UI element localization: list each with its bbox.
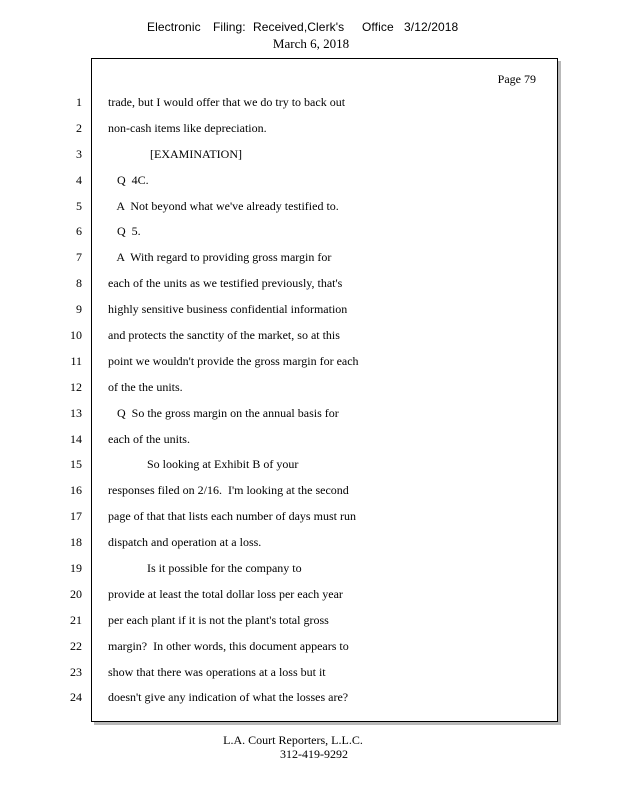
line-number: 1 bbox=[76, 95, 82, 109]
line-text: Q 5. bbox=[108, 224, 141, 239]
line-text: each of the units. bbox=[108, 431, 190, 446]
transcript-line bbox=[0, 507, 618, 533]
page-number: Page 79 bbox=[497, 72, 536, 86]
filing-stamp-filing: Filing: bbox=[213, 20, 246, 34]
transcript-line bbox=[0, 326, 618, 352]
line-text: and protects the sanctity of the market, so at this bbox=[108, 328, 340, 343]
line-number: 21 bbox=[70, 612, 82, 627]
line-number: 23 bbox=[70, 664, 82, 679]
line-text: point we wouldn't provide the gross margin for each bbox=[108, 353, 359, 368]
transcript-line bbox=[0, 378, 618, 404]
line-text: A Not beyond what we've already testified to. bbox=[108, 198, 339, 213]
line-text: page of that that lists each number of days must run bbox=[108, 509, 356, 524]
line-text: doesn't give any indication of what the losses are? bbox=[108, 690, 349, 705]
transcript-line bbox=[0, 559, 618, 585]
transcript-line bbox=[0, 404, 618, 430]
hearing-date-text: March 6, 2018 bbox=[272, 36, 350, 51]
transcript-line bbox=[0, 93, 618, 119]
transcript-line bbox=[0, 637, 618, 663]
line-text: So looking at Exhibit B of your bbox=[108, 457, 299, 472]
filing-stamp-office: Office bbox=[362, 20, 394, 34]
footer-phone bbox=[0, 747, 618, 762]
line-number: 5 bbox=[76, 198, 82, 213]
line-number: 14 bbox=[70, 431, 82, 446]
filing-stamp-electronic: Electronic bbox=[147, 20, 201, 34]
line-number: 24 bbox=[70, 690, 82, 705]
filing-stamp-date: 3/12/2018 bbox=[404, 20, 459, 34]
line-number: 4 bbox=[76, 172, 82, 187]
line-number: 17 bbox=[70, 509, 82, 524]
transcript-line bbox=[0, 585, 618, 611]
line-text: [EXAMINATION] bbox=[108, 146, 242, 161]
line-number: 16 bbox=[70, 483, 82, 498]
line-text: provide at least the total dollar loss per each year bbox=[108, 586, 343, 601]
transcript-line bbox=[0, 300, 618, 326]
line-number: 8 bbox=[76, 276, 82, 291]
filing-stamp-received: Received,Clerk's bbox=[253, 20, 345, 34]
line-text: dispatch and operation at a loss. bbox=[108, 535, 262, 550]
line-number: 2 bbox=[76, 120, 82, 135]
line-number: 20 bbox=[70, 586, 82, 601]
transcript-line bbox=[0, 145, 618, 171]
line-number: 15 bbox=[70, 457, 82, 472]
transcript-line bbox=[0, 171, 618, 197]
line-text: show that there was operations at a loss but it bbox=[108, 664, 326, 679]
line-number: 9 bbox=[76, 302, 82, 317]
line-number: 19 bbox=[70, 561, 82, 576]
line-text: per each plant if it is not the plant's total gross bbox=[108, 612, 329, 627]
line-text: A With regard to providing gross margin for bbox=[108, 250, 332, 265]
transcript-lines bbox=[0, 93, 618, 714]
line-text: responses filed on 2/16. I'm looking at the second bbox=[108, 483, 349, 498]
line-number: 6 bbox=[76, 224, 82, 239]
line-number: 3 bbox=[76, 146, 82, 161]
line-text: of the the units. bbox=[108, 379, 183, 394]
transcript-line bbox=[0, 688, 618, 714]
transcript-line bbox=[0, 533, 618, 559]
line-text: non-cash items like depreciation. bbox=[108, 120, 267, 135]
line-number: 22 bbox=[70, 638, 82, 653]
transcript-line bbox=[0, 352, 618, 378]
line-text: highly sensitive business confidential information bbox=[108, 302, 348, 317]
line-number: 11 bbox=[70, 353, 82, 368]
line-text: Q 4C. bbox=[108, 172, 149, 187]
line-number: 18 bbox=[70, 535, 82, 550]
line-number: 7 bbox=[76, 250, 82, 265]
transcript-line bbox=[0, 430, 618, 456]
transcript-line bbox=[0, 248, 618, 274]
line-text: margin? In other words, this document appears to bbox=[108, 638, 349, 653]
transcript-line bbox=[0, 274, 618, 300]
transcript-line bbox=[0, 455, 618, 481]
line-number: 10 bbox=[70, 328, 82, 343]
footer-company-text: L.A. Court Reporters, L.L.C. bbox=[223, 733, 363, 747]
line-text: Q So the gross margin on the annual basis for bbox=[108, 405, 339, 420]
line-text: Is it possible for the company to bbox=[108, 561, 302, 576]
transcript-line bbox=[0, 663, 618, 689]
transcript-line bbox=[0, 611, 618, 637]
transcript-line bbox=[0, 222, 618, 248]
line-text: each of the units as we testified previously, that's bbox=[108, 276, 343, 291]
footer-company bbox=[0, 733, 618, 748]
transcript-line bbox=[0, 119, 618, 145]
footer-phone-text: 312-419-9292 bbox=[280, 747, 348, 761]
hearing-date bbox=[0, 36, 618, 52]
line-text: trade, but I would offer that we do try to back out bbox=[108, 95, 346, 109]
transcript-line bbox=[0, 481, 618, 507]
transcript-line bbox=[0, 197, 618, 223]
line-number: 13 bbox=[70, 405, 82, 420]
line-number: 12 bbox=[70, 379, 82, 394]
